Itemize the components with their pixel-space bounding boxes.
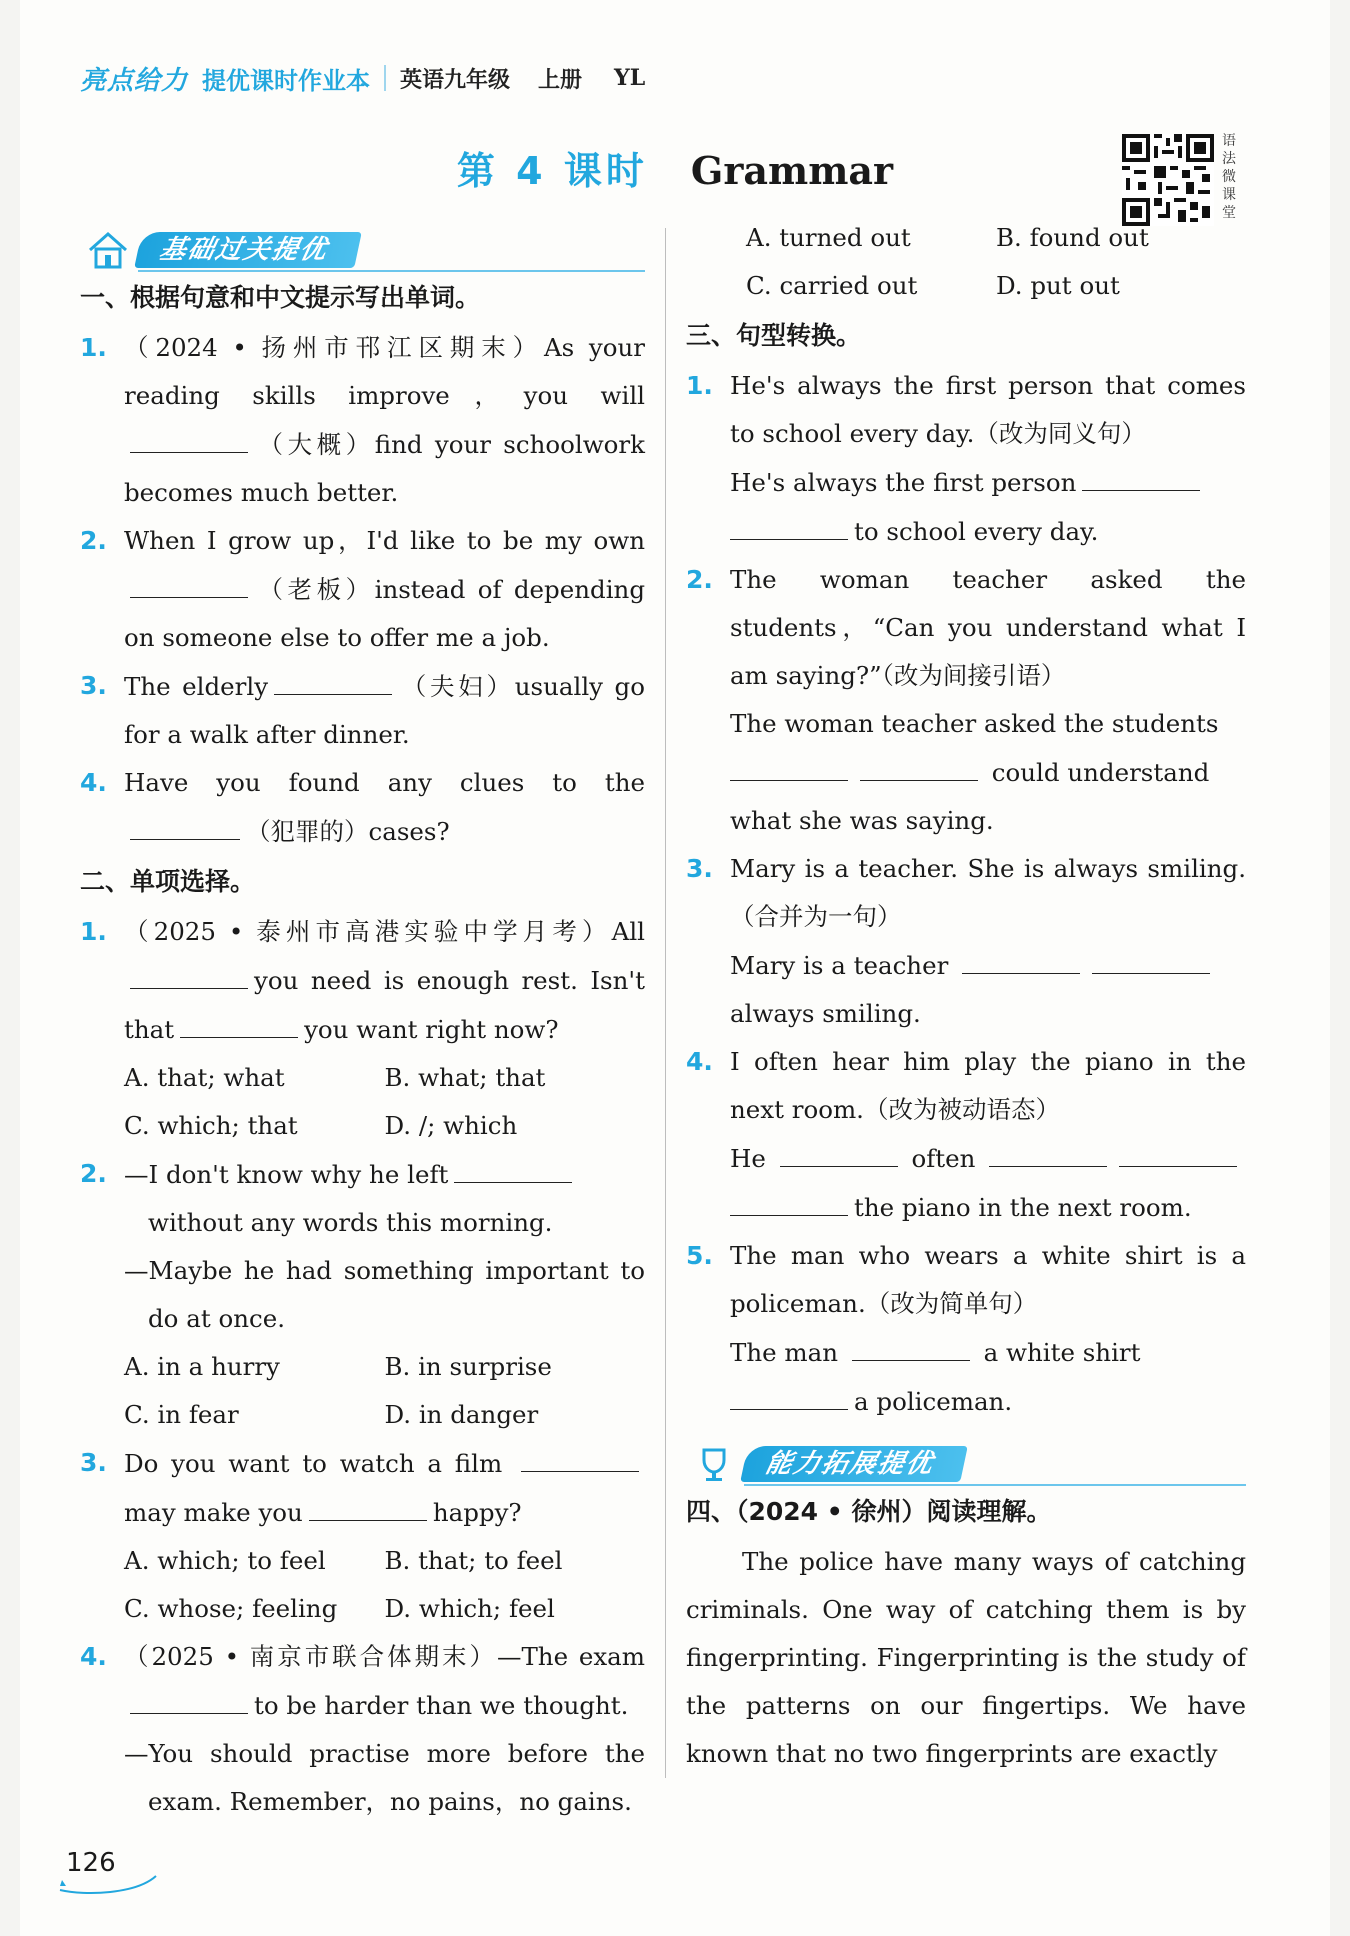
question — [686, 845, 1246, 1038]
question-text: （大概）find your schoolwork becomes much better. — [124, 430, 645, 507]
option[interactable]: D. which; feel — [384, 1594, 555, 1623]
question-text: （夫妇）usually go for a walk after dinner. — [124, 672, 645, 749]
answer-blank[interactable] — [130, 807, 240, 840]
question-number: 4. — [686, 1047, 713, 1076]
question-text: to school every day. — [854, 517, 1099, 546]
option[interactable]: B. in surprise — [384, 1352, 552, 1381]
question-text: I often hear him play the piano in the next room.（改为被动语态） — [730, 1047, 1246, 1124]
options-row — [80, 1585, 645, 1633]
question-text: （老板）instead of depending on someone else to offer me a job. — [124, 575, 645, 652]
house-icon — [86, 230, 130, 270]
volume: 上册 — [538, 67, 583, 93]
option[interactable]: B. found out — [996, 223, 1149, 252]
section-banner-advanced — [686, 1434, 1246, 1484]
question-text: The man who wears a white shirt is a policeman.（改为简单句） — [730, 1241, 1246, 1318]
option[interactable]: D. put out — [996, 271, 1120, 300]
question-number: 2. — [80, 1159, 107, 1188]
banner-label: 基础过关提优 — [134, 232, 362, 268]
question-number: 1. — [80, 917, 107, 946]
question-text: what she was saying. — [730, 806, 994, 835]
answer-blank[interactable] — [521, 1439, 639, 1472]
question — [80, 1150, 645, 1343]
question — [80, 908, 645, 1054]
answer-blank[interactable] — [130, 956, 248, 989]
answer-blank[interactable] — [130, 1681, 248, 1714]
question-text: （2024 • 扬州市邗江区期末）As your reading skills improve，you will — [124, 333, 645, 410]
question-text: The elderly — [124, 672, 269, 701]
question-number: 3. — [80, 1448, 107, 1477]
question-text: —I don't know why he left — [124, 1160, 449, 1189]
banner-line — [138, 270, 645, 272]
option[interactable]: B. what; that — [384, 1063, 546, 1092]
answer-blank[interactable] — [1082, 458, 1200, 491]
question — [686, 1232, 1246, 1426]
options-row — [80, 1537, 645, 1585]
question-text: Mary is a teacher — [730, 951, 949, 980]
section-heading: 二、单项选择。 — [80, 867, 256, 896]
question-text: Mary is a teacher. She is always smiling.（合并为一句） — [730, 854, 1246, 931]
answer-blank[interactable] — [860, 748, 978, 781]
options-row — [686, 262, 1246, 310]
question-text: The man — [730, 1338, 839, 1367]
option[interactable]: D. /; which — [384, 1111, 518, 1140]
left-column — [80, 220, 645, 1826]
page-number: 126 — [66, 1848, 116, 1878]
section-heading: 一、根据句意和中文提示写出单词。 — [80, 283, 481, 312]
question-text: He's always the first person that comes to school every day.（改为同义句） — [730, 371, 1246, 448]
question — [80, 517, 645, 662]
question-text: Have you found any clues to the — [124, 768, 645, 797]
question-number: 5. — [686, 1241, 713, 1270]
answer-blank[interactable] — [730, 1377, 848, 1410]
question-text: you need is enough rest. Isn't that — [124, 966, 645, 1044]
question-text: —Maybe he had something important to do at once. — [124, 1256, 645, 1333]
answer-blank[interactable] — [1119, 1134, 1237, 1167]
question-text: often — [911, 1144, 976, 1173]
question-text: happy? — [432, 1498, 522, 1527]
question-text: Do you want to watch a film — [124, 1449, 503, 1478]
question — [80, 1439, 645, 1537]
section-heading: 四、（2024 • 徐州）阅读理解。 — [686, 1497, 1052, 1526]
question-text: always smiling. — [730, 999, 921, 1028]
question-text: —You should practise more before the exam. Remember，no pains，no gains. — [124, 1739, 645, 1816]
workbook-page — [20, 0, 1330, 1936]
question — [686, 1038, 1246, 1232]
answer-blank[interactable] — [130, 420, 248, 453]
page-header — [80, 58, 645, 98]
question-text: may make you — [124, 1498, 303, 1527]
reading-passage: The police have many ways of catching criminals. One way of catching them is by fingerprinting. Fingerprinting is the study of the patterns on our fingertips. We have known that no two fingerprints are exactly — [686, 1547, 1246, 1768]
question-text: to be harder than we thought. — [254, 1691, 629, 1720]
banner-label: 能力拓展提优 — [740, 1446, 968, 1482]
question-number: 2. — [80, 526, 107, 555]
question-number: 1. — [80, 333, 107, 362]
answer-blank[interactable] — [180, 1005, 298, 1038]
question-text: a policeman. — [854, 1387, 1013, 1416]
question-text: When I grow up，I'd like to be my own — [124, 526, 645, 555]
question — [686, 362, 1246, 556]
options-row — [80, 1054, 645, 1102]
answer-blank[interactable] — [730, 507, 848, 540]
answer-blank[interactable] — [780, 1134, 898, 1167]
answer-blank[interactable] — [730, 1183, 848, 1216]
lesson-title-cn: 第 4 课时 — [456, 149, 648, 193]
question-number: 3. — [686, 854, 713, 883]
qr-code-icon[interactable] — [1122, 134, 1214, 226]
answer-blank[interactable] — [730, 748, 848, 781]
question-text: you want right now? — [304, 1015, 559, 1044]
option[interactable]: B. that; to feel — [384, 1546, 563, 1575]
question-text: The woman teacher asked the students，“Can you understand what I am saying?”（改为间接引语） — [730, 565, 1246, 690]
header-separator — [384, 65, 386, 91]
question-number: 2. — [686, 565, 713, 594]
question-text: He's always the first person — [730, 468, 1077, 497]
option[interactable]: A. in a hurry — [124, 1352, 280, 1381]
options-row — [80, 1102, 645, 1150]
question — [686, 556, 1246, 845]
right-column — [686, 214, 1246, 1778]
option[interactable]: A. that; what — [124, 1063, 285, 1092]
question — [80, 324, 645, 517]
qr-label: 语法微课堂 — [1222, 133, 1236, 221]
question-text: could understand — [991, 758, 1210, 787]
column-divider — [665, 228, 666, 1778]
question-text: He — [730, 1144, 766, 1173]
question — [80, 759, 645, 856]
answer-blank[interactable] — [962, 941, 1080, 974]
question-text: The woman teacher asked the students — [730, 709, 1219, 738]
section-banner-basic — [80, 220, 645, 270]
option[interactable]: C. whose; feeling — [124, 1594, 338, 1623]
question-text: a white shirt — [983, 1338, 1141, 1367]
answer-blank[interactable] — [852, 1328, 970, 1361]
question-text: （2025 • 南京市联合体期末）—The exam — [124, 1642, 645, 1671]
option[interactable]: C. which; that — [124, 1111, 298, 1140]
answer-blank[interactable] — [130, 565, 248, 598]
answer-blank[interactable] — [309, 1488, 427, 1521]
series-name: 提优课时作业本 — [202, 66, 371, 95]
answer-blank[interactable] — [1092, 941, 1210, 974]
question — [80, 1633, 645, 1826]
question-number: 4. — [80, 1642, 107, 1671]
question-text: without any words this morning. — [148, 1208, 553, 1237]
options-row — [80, 1343, 645, 1391]
answer-blank[interactable] — [454, 1150, 572, 1183]
lesson-title-en: Grammar — [690, 148, 894, 193]
option[interactable]: A. which; to feel — [124, 1546, 326, 1575]
section-heading: 三、句型转换。 — [686, 321, 862, 350]
trophy-icon — [692, 1444, 736, 1484]
option[interactable]: A. turned out — [746, 223, 911, 252]
question — [80, 662, 645, 759]
option[interactable]: C. carried out — [746, 271, 918, 300]
question-text: （犯罪的）cases? — [246, 817, 450, 846]
question-number: 3. — [80, 671, 107, 700]
brand-logo: 亮点给力 — [80, 65, 189, 96]
question-number: 4. — [80, 768, 107, 797]
subject: 英语九年级 — [400, 67, 511, 93]
question-text: the piano in the next room. — [854, 1193, 1192, 1222]
edition: YL — [614, 65, 646, 91]
question-number: 1. — [686, 371, 713, 400]
answer-blank[interactable] — [989, 1134, 1107, 1167]
banner-line — [744, 1484, 1246, 1486]
options-row — [80, 1391, 645, 1439]
answer-blank[interactable] — [274, 662, 392, 695]
options-row — [686, 214, 1246, 262]
option[interactable]: D. in danger — [384, 1400, 539, 1429]
option[interactable]: C. in fear — [124, 1400, 239, 1429]
question-text: （2025 • 泰州市高港实验中学月考）All — [124, 917, 645, 946]
